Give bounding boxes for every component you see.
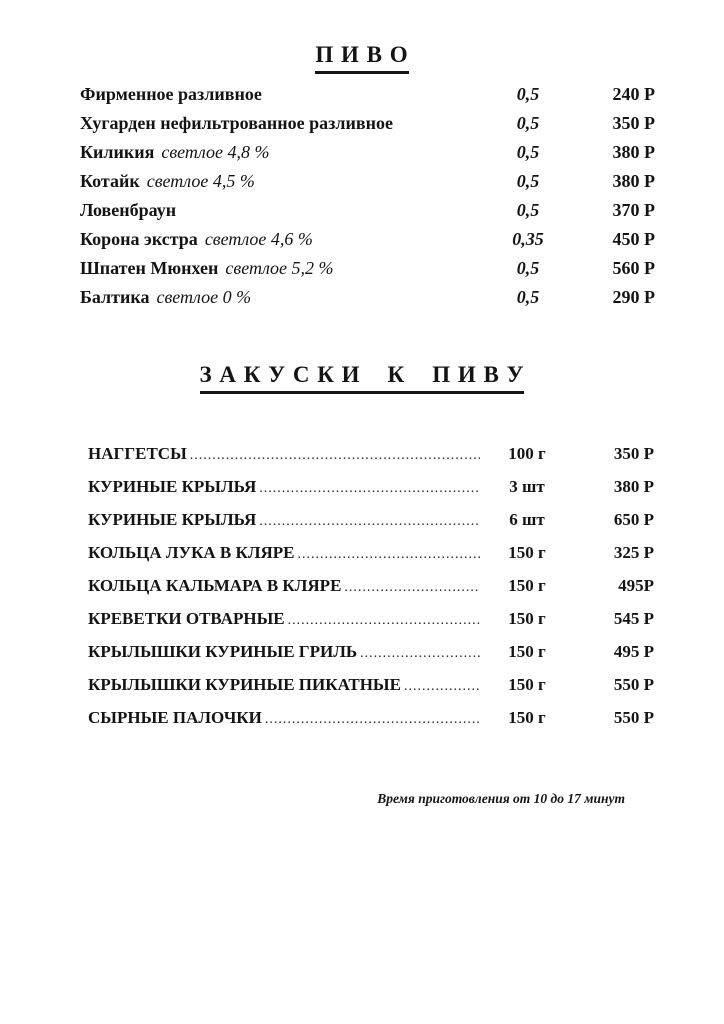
- snack-row: [88, 708, 654, 741]
- dot-leader: [298, 547, 480, 563]
- beer-volume: 0,5: [516, 142, 540, 162]
- beer-volume: 0,5: [516, 200, 540, 220]
- snack-row: [88, 675, 654, 708]
- snack-row: [88, 642, 654, 675]
- snack-quantity: 150 г: [508, 642, 546, 661]
- beer-volume: 0,5: [516, 171, 540, 191]
- beer-name: Хугарден нефильтрованное разливное: [80, 113, 393, 133]
- beer-row: [80, 229, 655, 258]
- beer-price: 380 Р: [612, 171, 655, 191]
- beer-volume: 0,5: [516, 84, 540, 104]
- beer-price: 350 Р: [612, 113, 655, 133]
- beer-description: светлое 0 %: [156, 287, 252, 307]
- beer-row: [80, 84, 655, 113]
- snack-price: 650 Р: [613, 510, 654, 529]
- beer-description: светлое 5,2 %: [225, 258, 334, 278]
- beer-description: светлое 4,6 %: [204, 229, 313, 249]
- beer-row: [80, 287, 655, 316]
- snack-quantity: 150 г: [508, 675, 546, 694]
- dot-leader: [288, 613, 480, 629]
- snack-row: [88, 444, 654, 477]
- beer-row: [80, 142, 655, 171]
- snack-name: СЫРНЫЕ ПАЛОЧКИ: [88, 708, 262, 727]
- beer-name-wrap: [80, 229, 493, 250]
- snack-name: КУРИНЫЕ КРЫЛЬЯ: [88, 477, 257, 496]
- beer-name-wrap: [80, 258, 493, 279]
- beer-volume: 0,5: [516, 113, 540, 133]
- beer-name-wrap: [80, 113, 493, 134]
- snack-name: КОЛЬЦА КАЛЬМАРА В КЛЯРЕ: [88, 576, 342, 595]
- beer-name: Шпатен Мюнхен: [80, 258, 219, 278]
- beer-section-title: [0, 0, 724, 74]
- snack-quantity: 150 г: [508, 609, 546, 628]
- snack-price: 550 Р: [613, 675, 654, 694]
- beer-price: 450 Р: [612, 229, 655, 249]
- snack-row: [88, 609, 654, 642]
- beer-price: 370 Р: [612, 200, 655, 220]
- beer-name: Корона экстра: [80, 229, 198, 249]
- beer-name-wrap: [80, 200, 493, 221]
- beer-volume: 0,35: [512, 229, 544, 249]
- beer-name: Фирменное разливное: [80, 84, 262, 104]
- beer-volume: 0,5: [516, 287, 540, 307]
- snack-name: КРЕВЕТКИ ОТВАРНЫЕ: [88, 609, 285, 628]
- beer-name: Котайк: [80, 171, 140, 191]
- snack-name: КОЛЬЦА ЛУКА В КЛЯРЕ: [88, 543, 295, 562]
- beer-description: светлое 4,5 %: [146, 171, 255, 191]
- snack-name: КРЫЛЫШКИ КУРИНЫЕ ГРИЛЬ: [88, 642, 358, 661]
- preparation-time-note: Время приготовления от 10 до 17 минут: [377, 791, 625, 806]
- snack-quantity: 150 г: [508, 543, 546, 562]
- beer-name: Балтика: [80, 287, 150, 307]
- beer-row: [80, 258, 655, 287]
- beer-row: [80, 113, 655, 142]
- snack-price: 495 Р: [613, 642, 654, 661]
- snack-row: [88, 477, 654, 510]
- beer-section-title-text: П И В О: [315, 42, 408, 74]
- dot-leader: [190, 448, 480, 464]
- snack-row: [88, 576, 654, 609]
- beer-volume: 0,5: [516, 258, 540, 278]
- snack-quantity: 6 шт: [509, 510, 545, 529]
- beer-name-wrap: [80, 142, 493, 163]
- dot-leader: [259, 481, 480, 497]
- snacks-section-title-text: З А К У С К И К П И В У: [200, 362, 525, 394]
- snack-quantity: 100 г: [508, 444, 546, 463]
- snack-quantity: 3 шт: [509, 477, 545, 496]
- beer-list: [80, 84, 655, 316]
- dot-leader: [259, 514, 480, 530]
- beer-row: [80, 200, 655, 229]
- snacks-section-title: [0, 362, 724, 394]
- dot-leader: [265, 712, 480, 728]
- beer-name: Киликия: [80, 142, 155, 162]
- snack-name: НАГГЕТСЫ: [88, 444, 187, 463]
- dot-leader: [344, 580, 480, 596]
- snack-quantity: 150 г: [508, 708, 546, 727]
- beer-description: светлое 4,8 %: [161, 142, 270, 162]
- snack-price: 350 Р: [613, 444, 654, 463]
- snack-name: КРЫЛЫШКИ КУРИНЫЕ ПИКАТНЫЕ: [88, 675, 401, 694]
- snack-price: 545 Р: [613, 609, 654, 628]
- snack-price: 380 Р: [613, 477, 654, 496]
- dot-leader: [404, 679, 480, 695]
- dot-leader: [360, 646, 480, 662]
- snack-name: КУРИНЫЕ КРЫЛЬЯ: [88, 510, 257, 529]
- snack-quantity: 150 г: [508, 576, 546, 595]
- beer-price: 560 Р: [612, 258, 655, 278]
- snack-list: [88, 444, 654, 741]
- beer-name: Ловенбраун: [80, 200, 177, 220]
- snack-price: 495Р: [618, 576, 654, 595]
- snack-row: [88, 543, 654, 576]
- beer-name-wrap: [80, 84, 493, 105]
- snack-price: 325 Р: [613, 543, 654, 562]
- beer-name-wrap: [80, 287, 493, 308]
- beer-name-wrap: [80, 171, 493, 192]
- beer-price: 290 Р: [612, 287, 655, 307]
- snack-price: 550 Р: [613, 708, 654, 727]
- beer-row: [80, 171, 655, 200]
- snack-row: [88, 510, 654, 543]
- beer-price: 380 Р: [612, 142, 655, 162]
- beer-price: 240 Р: [612, 84, 655, 104]
